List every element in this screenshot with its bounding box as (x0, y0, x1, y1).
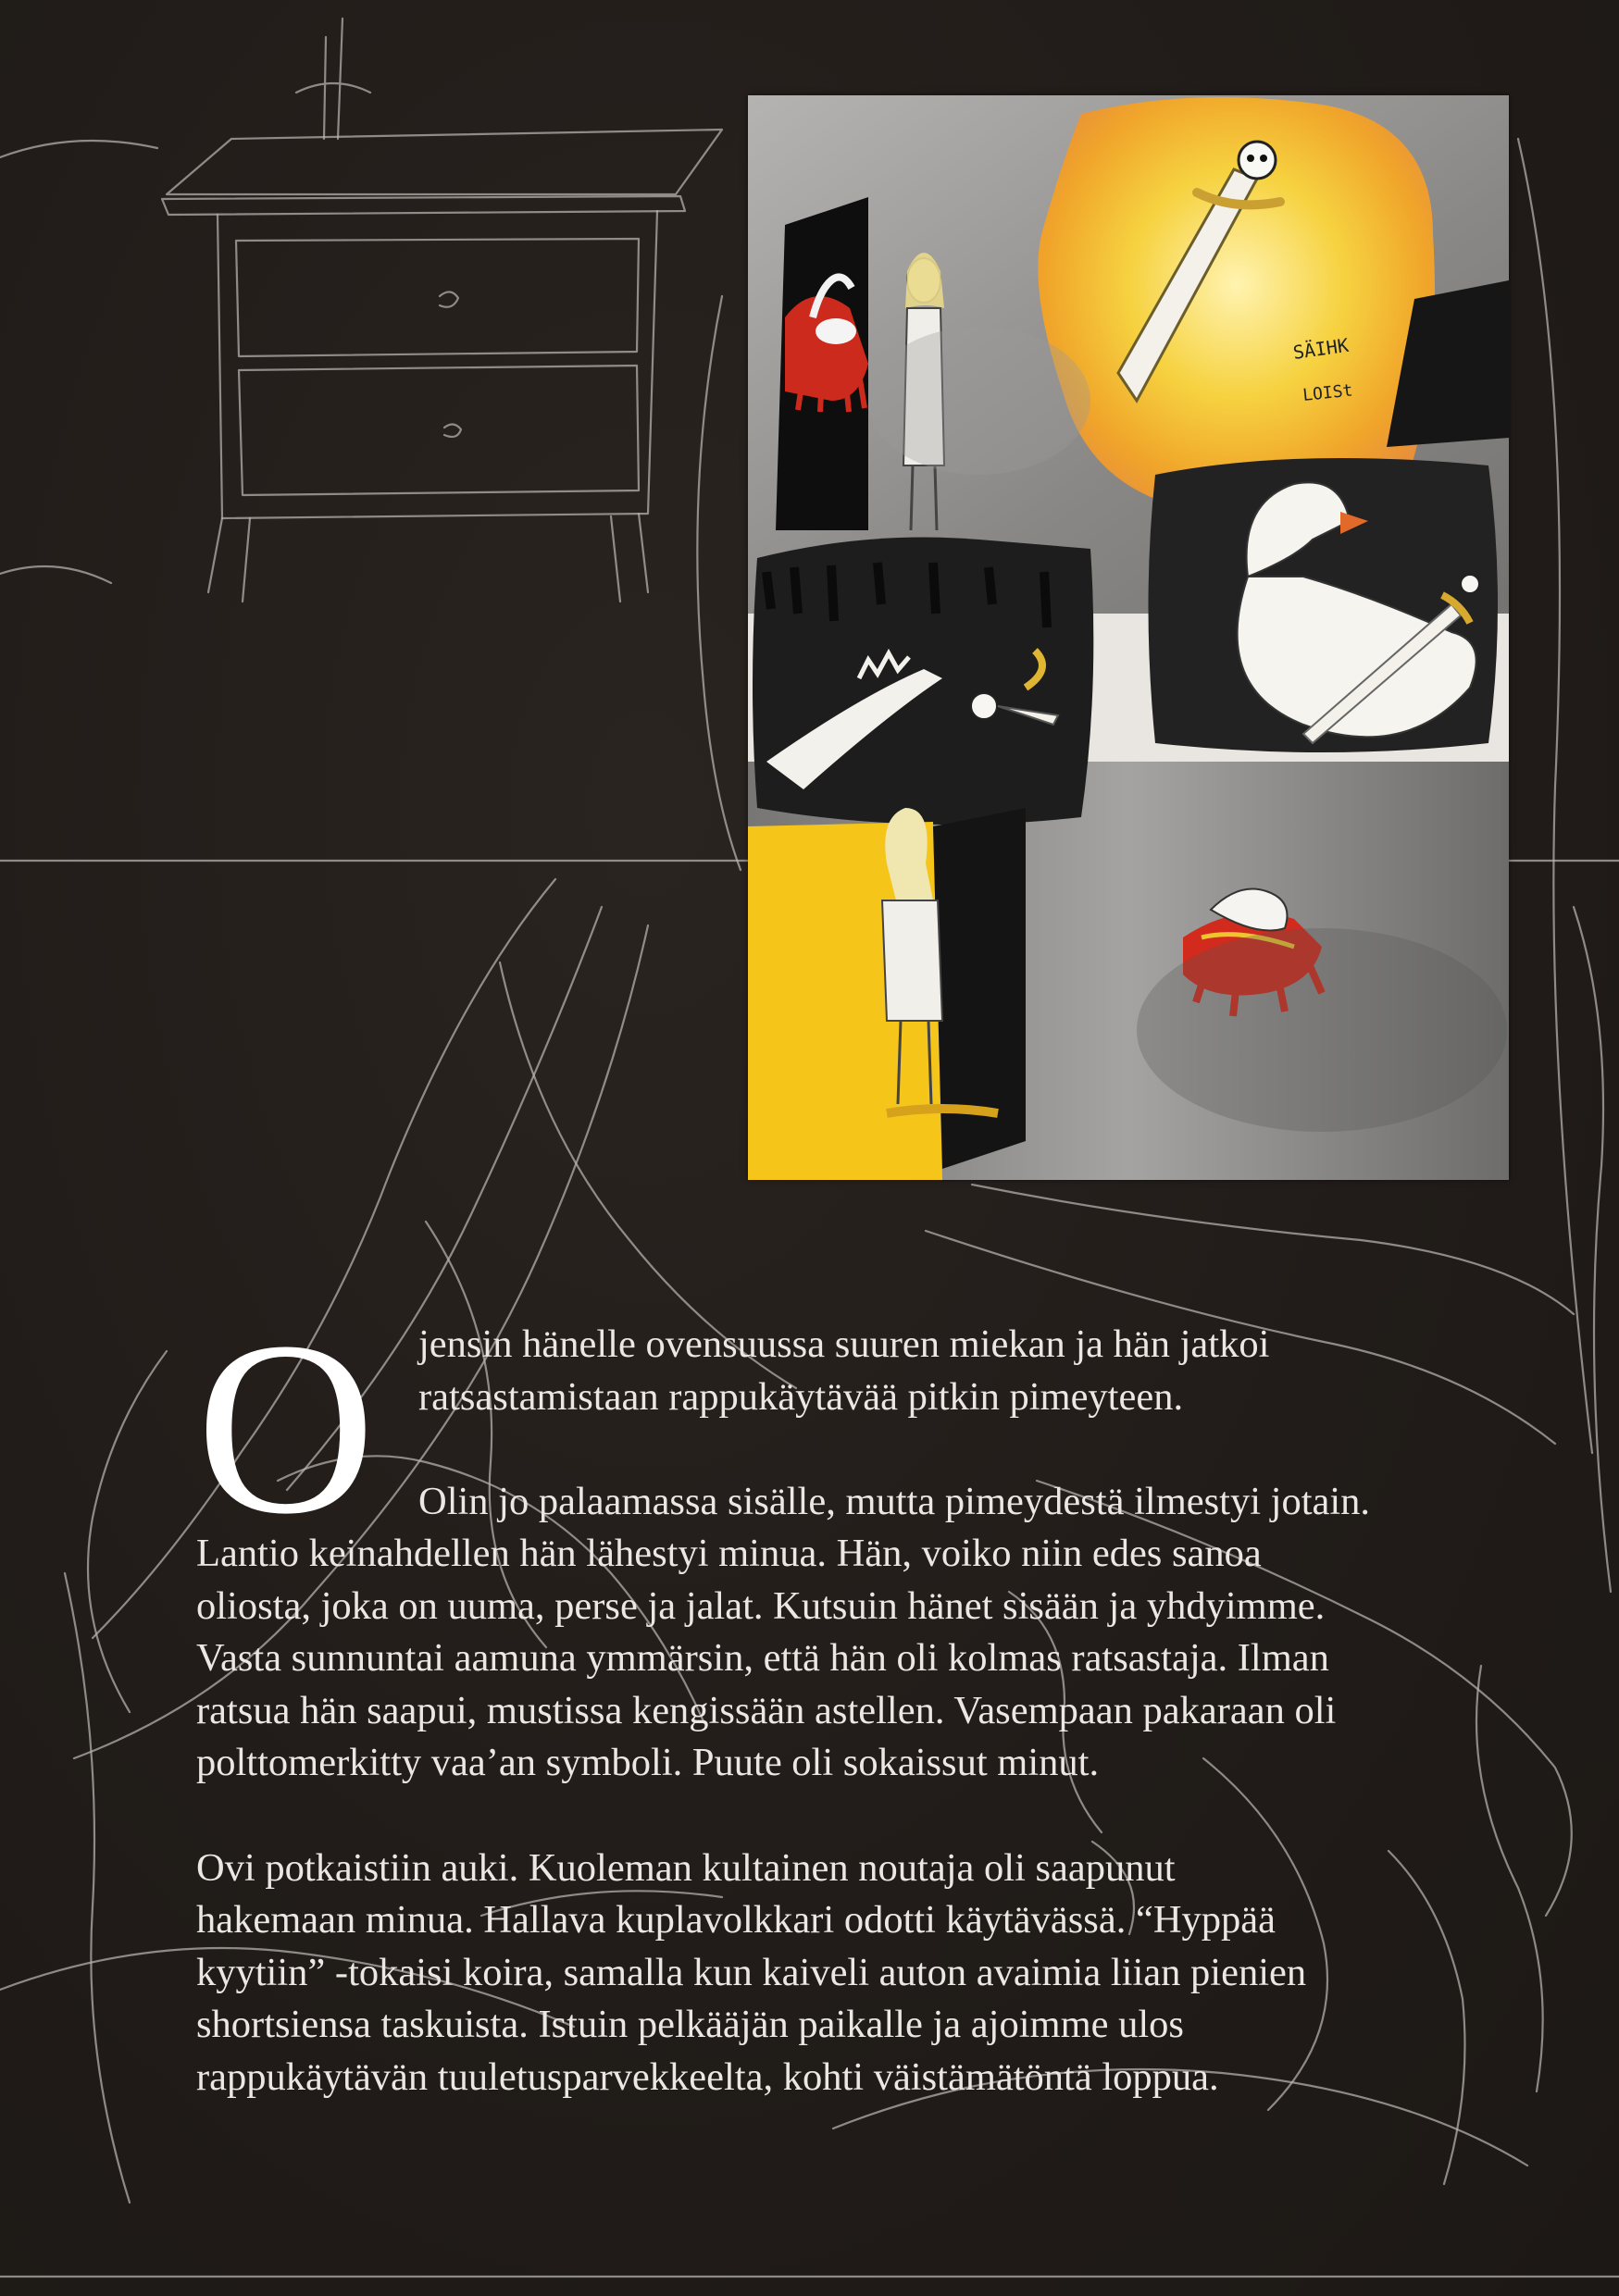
comic-painting (748, 95, 1509, 1180)
sketch-table-leg-l (208, 518, 250, 602)
text-line: ratsastamistaan rappukäytävää pitkin pimeyteen. (418, 1374, 1184, 1419)
text-line: kyytiin” -tokaisi koira, samalla kun kaiveli auton avaimia liian pienien (196, 1950, 1307, 1994)
text-line: Vasta sunnuntai aamuna ymmärsin, että hän oli kolmas ratsastaja. Ilman (196, 1636, 1329, 1680)
text-line: Olin jo palaamassa sisälle, mutta pimeydestä ilmestyi jotain. (418, 1479, 1371, 1523)
sketch-drawer-2 (239, 366, 639, 495)
sketch-figure-7 (972, 1185, 1574, 1314)
sketch-stroke-a (0, 141, 157, 157)
drop-cap: O (196, 1290, 376, 1565)
text-line: rappukäytävän tuuletusparvekkeelta, kohti väistämätöntä loppua. (196, 2054, 1219, 2099)
grey-wash-2 (1137, 928, 1507, 1132)
text-line: jensin hänelle ovensuussa suuren miekan ja hän jatkoi (418, 1322, 1270, 1366)
paragraph-2 (196, 1528, 1538, 1790)
text-line: shortsiensa taskuista. Istuin pelkääjän paikalle ja ajoimme ulos (196, 2003, 1184, 2046)
sketch-knob-1 (440, 292, 458, 306)
text-line: ratsua hän saapui, mustissa kengissään astellen. Vasempaan pakaraan oli (196, 1688, 1337, 1732)
text-line: oliosta, joka on uuma, perse ja jalat. Kutsuin hänet sisään ja yhdyimme. (196, 1583, 1326, 1628)
sketch-table-top-edge (162, 196, 685, 215)
comic-artwork (748, 95, 1509, 1180)
art-word-1: SÄIHK (1291, 333, 1351, 364)
text-line: hakemaan minua. Hallava kuplavolkkari odotti käytävässä. “Hyppää (196, 1898, 1276, 1942)
sketch-figure-13 (65, 1573, 130, 2203)
story-text (196, 1290, 1538, 2156)
spacer (418, 1423, 1538, 1476)
sketch-knob-2 (444, 424, 461, 437)
grey-wash-1 (868, 327, 1090, 475)
panel-sword-glow (1038, 97, 1435, 514)
sketch-table-body (218, 211, 657, 518)
sketch-stroke-b (0, 566, 111, 583)
sketch-bed-right (1574, 907, 1611, 1592)
sketch-table-top (167, 130, 722, 194)
sketch-bed-head (697, 296, 741, 870)
sketch-table-leg-r (611, 514, 648, 602)
art-word-2: LOISt (1301, 380, 1354, 405)
text-line: Lantio keinahdellen hän lähestyi minua. Hän, voiko niin edes sanoa (196, 1532, 1262, 1575)
panel-hands (753, 538, 1093, 825)
text-line: Ovi potkaistiin auki. Kuoleman kultainen noutaja oli saapunut (196, 1845, 1176, 1890)
paragraph-3 (196, 1843, 1538, 2104)
sketch-figure-17 (88, 1351, 167, 1712)
text-line: polttomerkitty vaa’an symboli. Puute oli sokaissut minut. (196, 1741, 1100, 1784)
panel-goose (1149, 458, 1499, 752)
sketch-bed-frame (1518, 139, 1592, 1453)
sketch-lamp (296, 19, 370, 139)
sketch-drawer-1 (236, 239, 639, 356)
